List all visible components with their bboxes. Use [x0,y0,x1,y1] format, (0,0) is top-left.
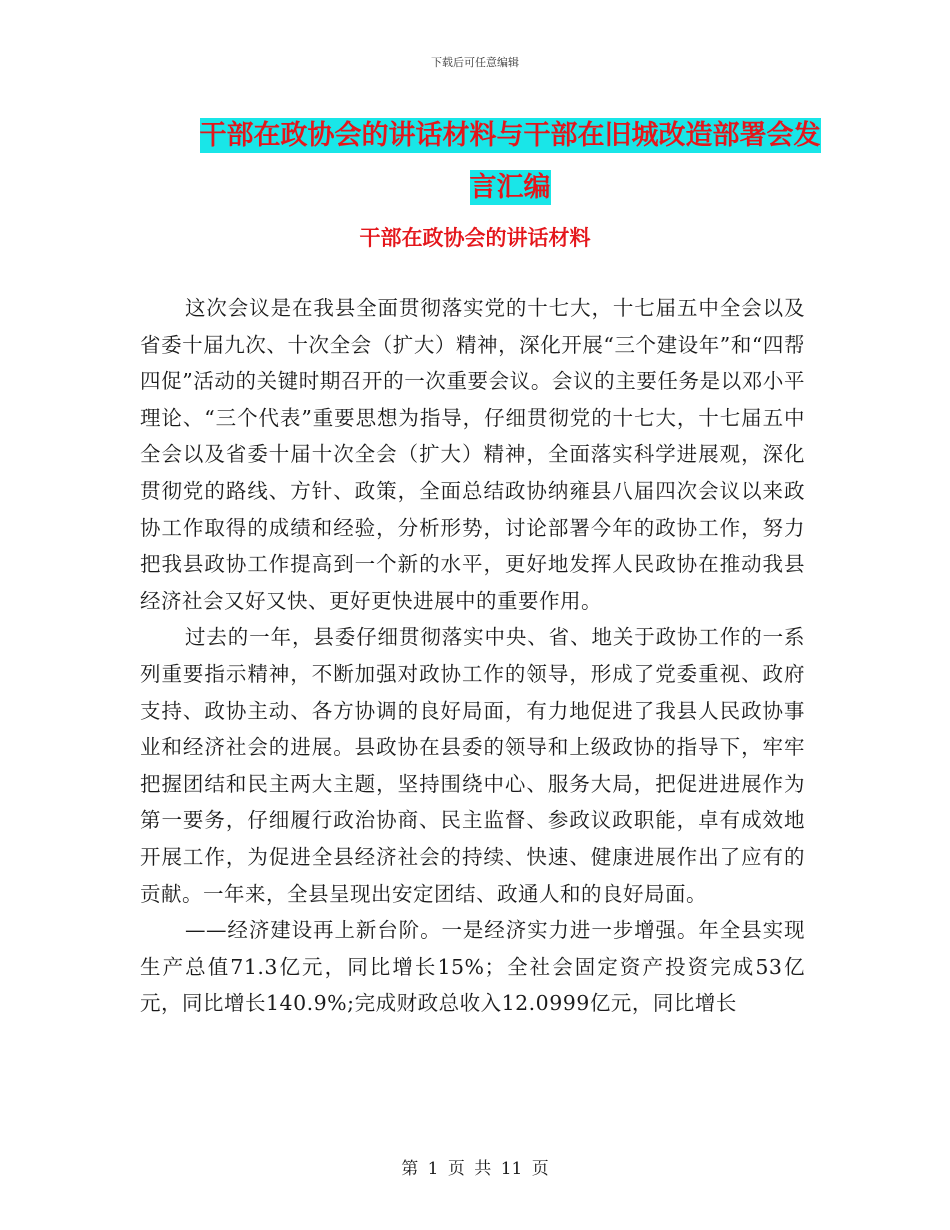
document-body [140,290,805,1022]
paragraph-3: ——经济建设再上新台阶。一是经济实力进一步增强。年全县实现生产总值71.3亿元，同比增长15%；全社会固定资产投资完成53亿元，同比增长140.9%;完成财政总收入12.0999亿元，同比增长 [140,918,805,1016]
page-footer: 第 1 页 共 11 页 [401,1159,549,1179]
document-title-text: 干部在政协会的讲话材料与干部在旧城改造部署会发言汇编 [199,120,821,203]
paragraph-1: 这次会议是在我县全面贯彻落实党的十七大，十七届五中全会以及省委十届九次、十次全会（扩大）精神，深化开展“三个建设年”和“四帮四促”活动的关键时期召开的一次重要会议。会议的主要任务是以邓小平理论、“三个代表”重要思想为指导，仔细贯彻党的十七大，十七届五中全会以及省委十届十次全会（扩大）精神，全面落实科学进展观，深化贯彻党的路线、方针、政策，全面总结政协纳雍县八届四次会议以来政协工作取得的成绩和经验，分析形势，讨论部署今年的政协工作，努力把我县政协工作提高到一个新的水平，更好地发挥人民政协在推动我县经济社会又好又快、更好更快进展中的重要作用。 [140,296,805,613]
section-title: 干部在政协会的讲话材料 [359,226,591,250]
paragraph-2: 过去的一年，县委仔细贯彻落实中央、省、地关于政协工作的一系列重要指示精神，不断加强对政协工作的领导，形成了党委重视、政府支持、政协主动、各方协调的良好局面，有力地促进了我县人民政协事业和经济社会的进展。县政协在县委的领导和上级政协的指导下，牢牢把握团结和民主两大主题，坚持围绕中心、服务大局，把促进进展作为第一要务，仔细履行政治协商、民主监督、参政议政职能，卓有成效地开展工作，为促进全县经济社会的持续、快速、健康进展作出了应有的贡献。一年来，全县呈现出安定团结、政通人和的良好局面。 [140,625,805,906]
document-title [190,110,830,214]
header-note: 下载后可任意编辑 [431,56,519,69]
